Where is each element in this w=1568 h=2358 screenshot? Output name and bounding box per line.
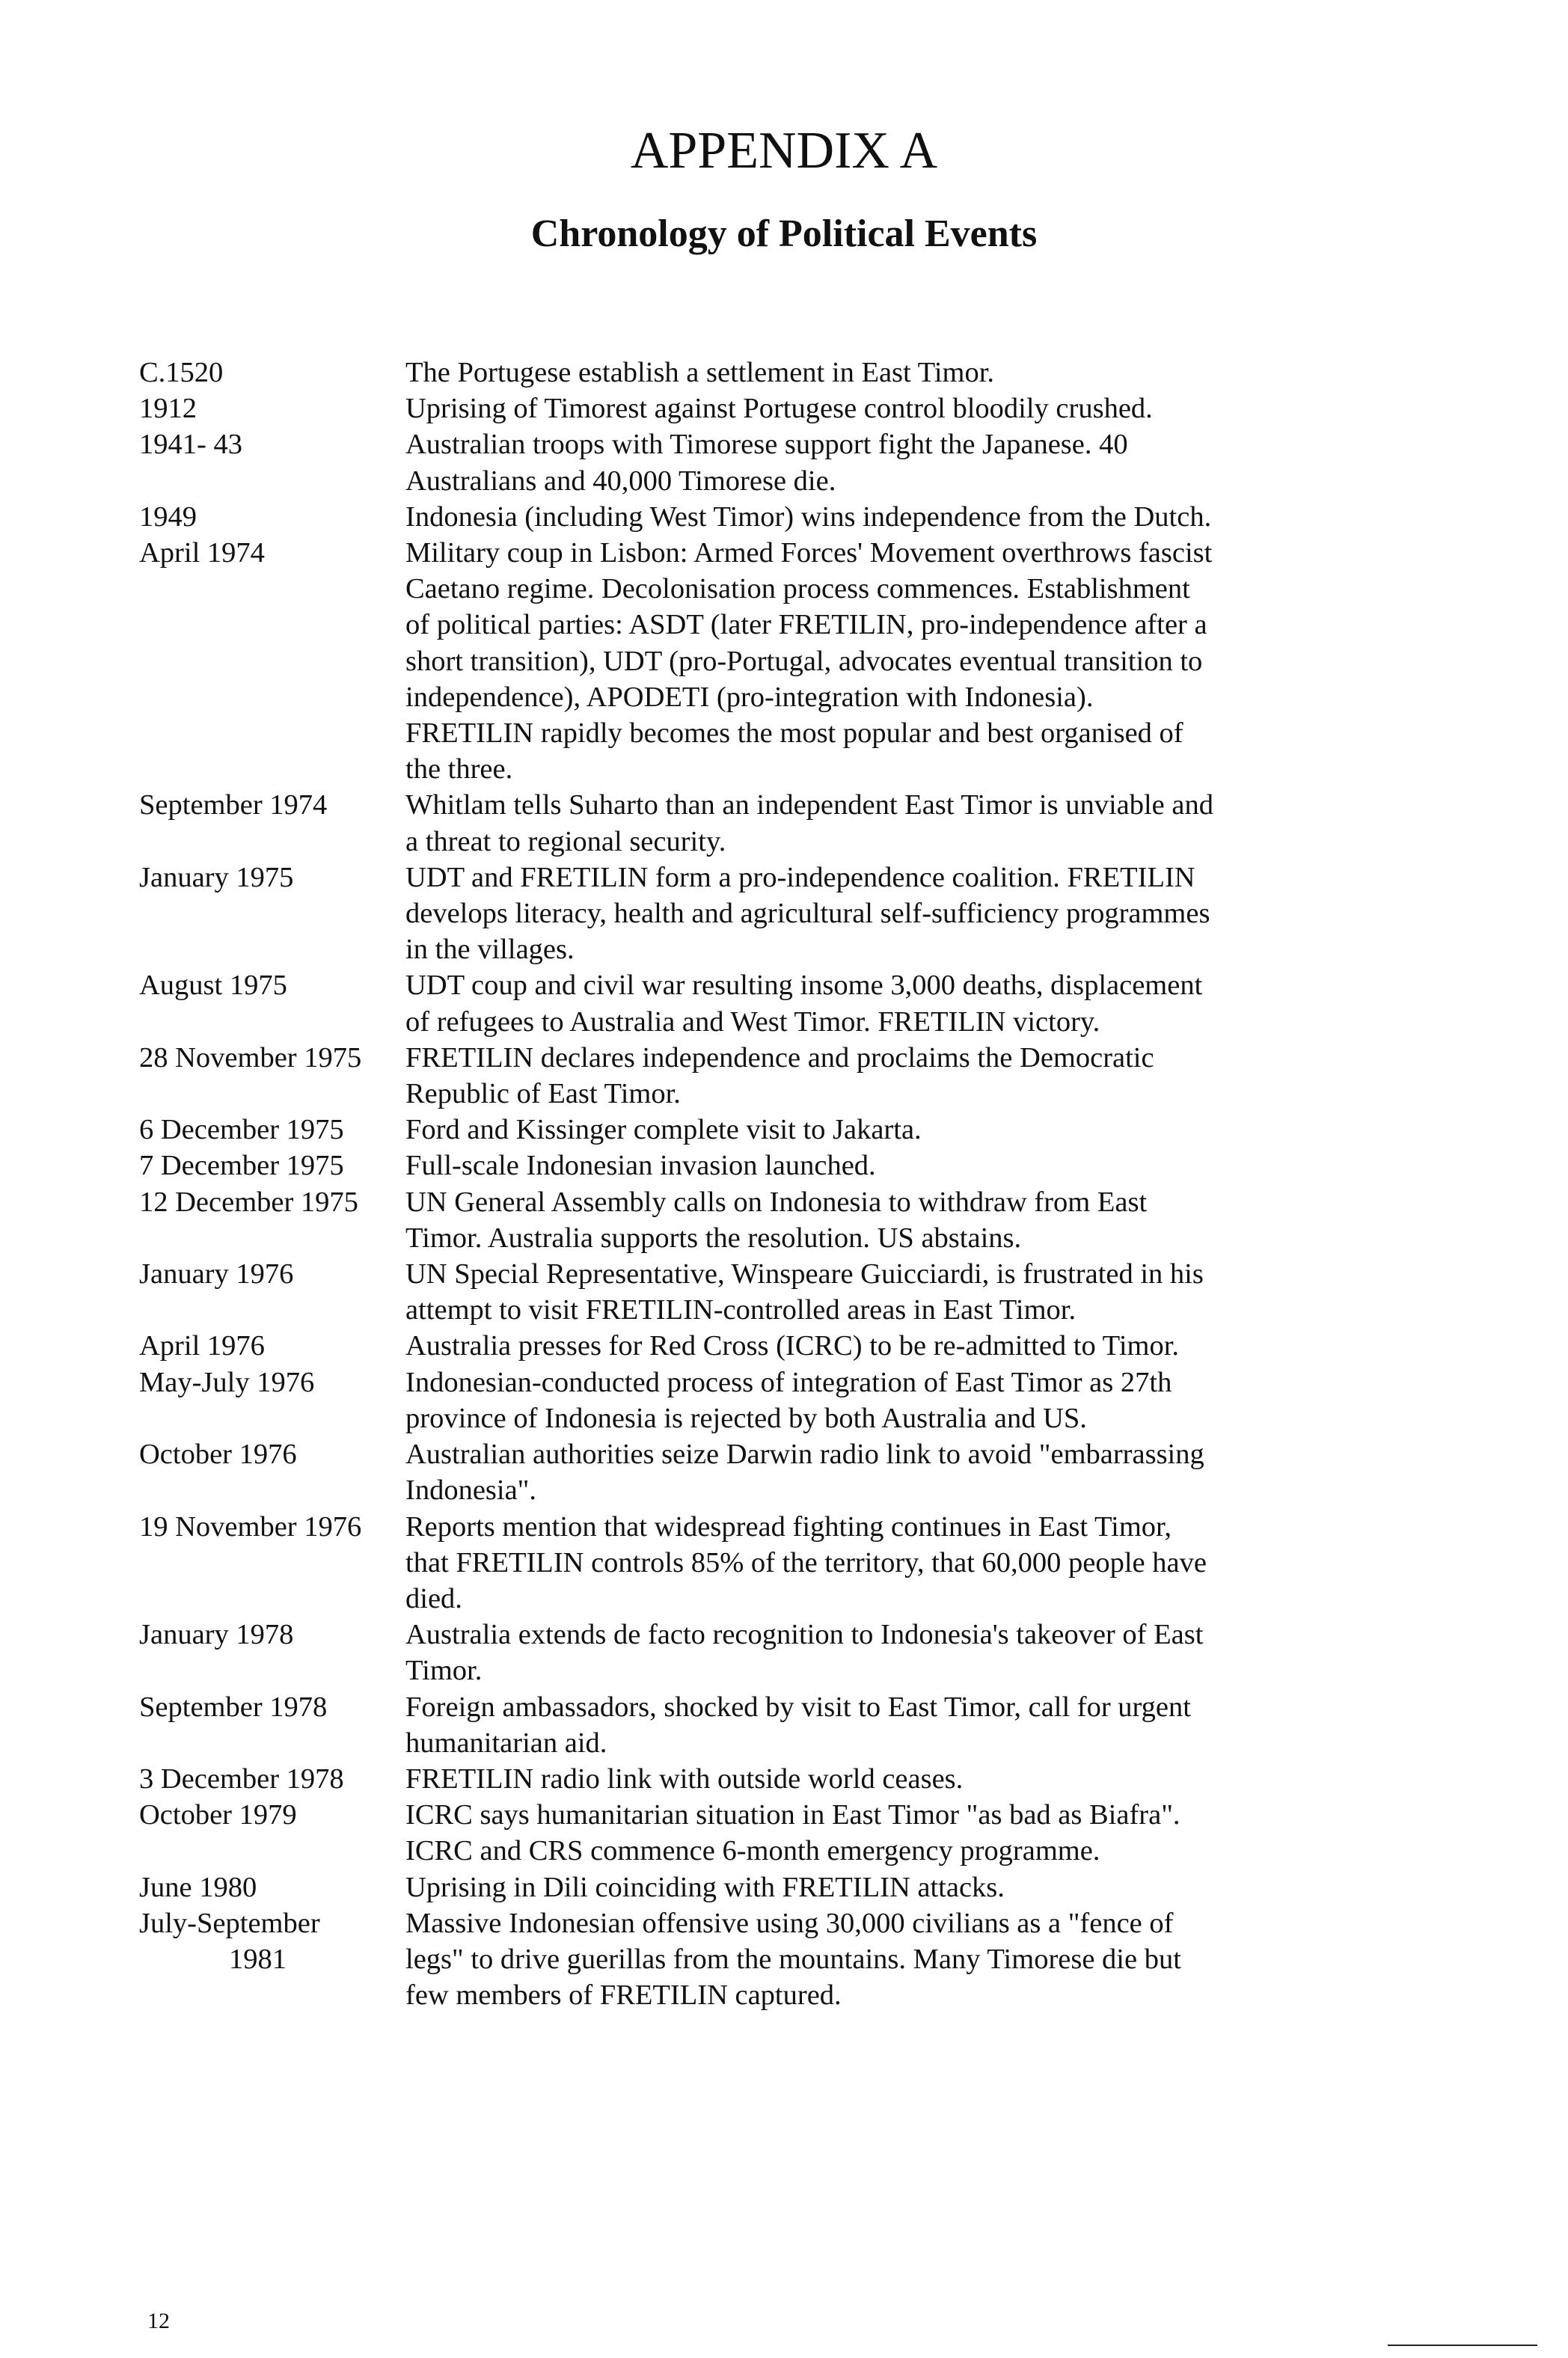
chronology-entry: [139, 1509, 1411, 1617]
chronology-entry: [139, 391, 1411, 426]
entry-date: January 1978: [139, 1619, 294, 1651]
entry-text: Uprising of Timorest against Portugese control bloodily crushed.: [405, 393, 1153, 425]
entry-text: UN Special Representative, Winspeare Guicciardi, is frustrated in his attempt to visit FRETILIN-controlled areas in East Timor.: [405, 1258, 1204, 1326]
entry-text: Foreign ambassadors, shocked by visit to East Timor, call for urgent humanitarian aid.: [405, 1691, 1191, 1759]
entry-text: Indonesia (including West Timor) wins independence from the Dutch.: [405, 500, 1212, 533]
entry-date: 1912: [139, 393, 197, 425]
chronology-entry: [139, 1184, 1411, 1256]
chronology-entry: [139, 1040, 1411, 1112]
entry-date: 1941- 43: [139, 429, 242, 461]
entry-date: 6 December 1975: [139, 1114, 344, 1146]
entry-date: September 1974: [139, 789, 328, 821]
entry-date: 12 December 1975: [139, 1186, 358, 1218]
chronology-entry: [139, 1328, 1411, 1364]
entry-text: Full-scale Indonesian invasion launched.: [405, 1150, 876, 1182]
entry-text: Uprising in Dili coinciding with FRETILIN attacks.: [405, 1871, 1005, 1903]
entry-date: January 1976: [139, 1258, 294, 1290]
chronology-entry: [139, 1256, 1411, 1328]
entry-date: September 1978: [139, 1691, 328, 1723]
appendix-title: APPENDIX A: [630, 122, 938, 180]
entry-text: Australian troops with Timorese support fight the Japanese. 40 Australians and 40,000 Timorese die.: [405, 429, 1128, 497]
entry-date: 28 November 1975: [139, 1041, 362, 1074]
entry-date: May-July 1976: [139, 1366, 315, 1398]
entry-date: October 1976: [139, 1439, 297, 1471]
entry-date-line2: 1981: [229, 1943, 287, 1975]
chronology-entry: [139, 1905, 1411, 2014]
chronology-list: [139, 355, 1411, 2013]
entry-text: FRETILIN declares independence and proclaims the Democratic Republic of East Timor.: [405, 1041, 1154, 1110]
entry-text: UDT and FRETILIN form a pro-independence coalition. FRETILIN develops literacy, health and agricultural self-sufficiency programmes in the villages.: [405, 861, 1210, 966]
appendix-subtitle: Chronology of Political Events: [530, 212, 1038, 255]
entry-text: UN General Assembly calls on Indonesia to withdraw from East Timor. Australia supports the resolution. US abstains.: [405, 1186, 1148, 1254]
chronology-entry: [139, 1365, 1411, 1436]
entry-text: Whitlam tells Suharto than an independent East Timor is unviable and a threat to regional security.: [405, 789, 1213, 857]
entry-text: Australia presses for Red Cross (ICRC) to be re-admitted to Timor.: [405, 1330, 1180, 1362]
corner-rule: [1388, 2345, 1537, 2346]
chronology-entry: [139, 1797, 1411, 1869]
entry-text: Massive Indonesian offensive using 30,000 civilians as a "fence of legs" to drive guerillas from the mountains. Many Timorese die but few members of FRETILIN captured.: [405, 1907, 1181, 2012]
entry-date: [139, 1905, 405, 1977]
page-number: 12: [147, 2309, 170, 2333]
chronology-entry: [139, 1869, 1411, 1905]
entry-date: 1949: [139, 500, 197, 533]
entry-text: Ford and Kissinger complete visit to Jakarta.: [405, 1114, 922, 1146]
chronology-entry: [139, 967, 1411, 1039]
entry-date: January 1975: [139, 861, 294, 893]
chronology-entry: [139, 535, 1411, 787]
entry-text: The Portugese establish a settlement in East Timor.: [405, 357, 995, 388]
entry-text: ICRC says humanitarian situation in East Timor "as bad as Biafra". ICRC and CRS commence 6-month emergency programme.: [405, 1799, 1180, 1867]
entry-date: August 1975: [139, 970, 287, 1002]
chronology-entry: [139, 1689, 1411, 1761]
entry-date: April 1976: [139, 1330, 265, 1362]
entry-date: April 1974: [139, 537, 265, 569]
entry-date: 19 November 1976: [139, 1510, 362, 1543]
entry-text: Australian authorities seize Darwin radio link to avoid "embarrassing Indonesia".: [405, 1439, 1204, 1507]
entry-date: June 1980: [139, 1871, 257, 1903]
entry-text: FRETILIN radio link with outside world ceases.: [405, 1763, 964, 1795]
entry-date-line1: July-September: [139, 1907, 320, 1939]
chronology-entry: [139, 1436, 1411, 1508]
chronology-entry: [139, 1761, 1411, 1797]
entry-date: October 1979: [139, 1799, 297, 1831]
chronology-entry: [139, 787, 1411, 859]
chronology-entry: [139, 1617, 1411, 1688]
chronology-entry: [139, 426, 1411, 498]
chronology-entry: [139, 1112, 1411, 1148]
entry-date: 3 December 1978: [139, 1763, 344, 1795]
entry-text: UDT coup and civil war resulting insome 3,000 deaths, displacement of refugees to Australia and West Timor. FRETILIN victory.: [405, 970, 1203, 1038]
chronology-entry: [139, 860, 1411, 968]
chronology-entry: [139, 355, 1411, 391]
entry-text: Indonesian-conducted process of integration of East Timor as 27th province of Indonesia is rejected by both Australia and US.: [405, 1366, 1172, 1434]
entry-text: Reports mention that widespread fighting continues in East Timor, that FRETILIN controls 85% of the territory, that 60,000 people have died.: [405, 1510, 1207, 1614]
entry-text: Australia extends de facto recognition to Indonesia's takeover of East Timor.: [405, 1619, 1204, 1687]
entry-text: Military coup in Lisbon: Armed Forces' Movement overthrows fascist Caetano regime. Decolonisation process commences. Establishment of political parties: ASDT (later FRETILIN, pro-independence after a short transition), UDT (pro-Portugal, advocates eventual transition to independence), APODETI (pro-integration with Indonesia). FRETILIN rapidly becomes the most popular and best organised of the three.: [405, 537, 1213, 786]
entry-date: 7 December 1975: [139, 1150, 344, 1182]
chronology-entry: [139, 1148, 1411, 1183]
chronology-entry: [139, 499, 1411, 535]
entry-date: C.1520: [139, 357, 224, 388]
